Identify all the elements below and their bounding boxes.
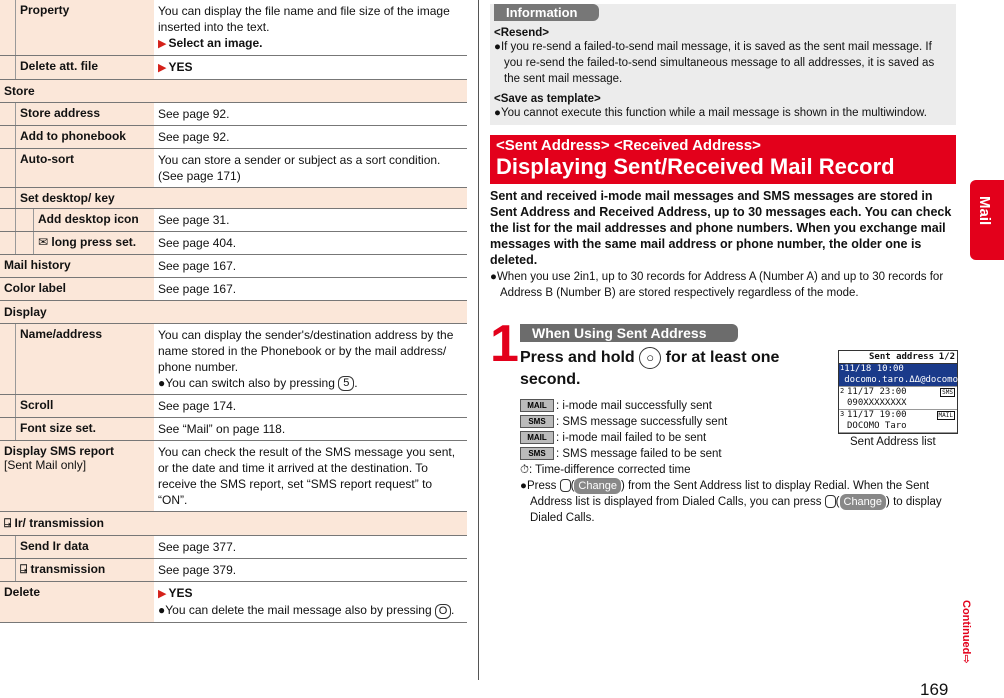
section-intro: Sent and received i-mode mail messages and SMS messages are stored in Sent Address and Received Address, up to 30 messages each. You can check the list for the mail addresses and phone numbers. When you exchange mail messages with the same mail address or phone number, the older one is deleted. [490, 189, 952, 267]
section-store: Store [0, 80, 467, 103]
desc-property: You can display the file name and file size of the image inserted into the text. ▶ Select an image. [154, 0, 467, 55]
row-delete-att: Delete att. file ▶ YES [0, 56, 467, 80]
row-name-address: Name/address You can display the sender's/destination address by the name stored in the Phonebook or by the mail address/ phone number. ●You can switch also by pressing 5 . [0, 324, 467, 395]
row-property [0, 0, 467, 56]
mail-failed-icon: MAIL [520, 431, 554, 444]
change-softkey: Change [840, 494, 887, 510]
information-box: Information <Resend> ●If you re-send a failed-to-send mail message, it is saved as the sent mail message. If you re-send the failed-to-send simultaneous message to all addresses, it is saved as the sent mail message. <Save as template> ●You cannot execute this function while a mail message is shown in the multiwindow. [490, 4, 956, 125]
key-5-icon: 5 [338, 376, 354, 391]
legend-item: ⏱: Time-difference corrected time [520, 464, 691, 476]
arrow-icon: ▶ [158, 588, 167, 601]
time-corrected-icon: ⏱ [520, 464, 529, 476]
row-add-desktop-icon: Add desktop icon See page 31. [0, 209, 467, 232]
sms-sent-icon: SMS [520, 415, 554, 428]
legend-item: MAIL : i-mode mail successfully sent [520, 398, 727, 414]
menu-key-icon [560, 479, 571, 492]
row-store-address: Store address See page 92. [0, 103, 467, 126]
section-title: Displaying Sent/Received Mail Record [496, 154, 895, 179]
row-color-label: Color label See page 167. [0, 278, 467, 301]
section-subtitle: <Sent Address> <Received Address> [496, 137, 761, 154]
mail-key-icon: ✉ [38, 235, 49, 249]
list-item[interactable]: 1 11/18 10:00 docomo.taro.ΔΔ@docomo. MAIL [840, 364, 980, 385]
arrow-icon: ▶ [158, 38, 167, 50]
row-display-sms: Display SMS report [Sent Mail only] You can check the result of the SMS message you sent, or the date and time it arrived at the destination. To receive the SMS report, set “SMS report request” to “ON”. [0, 441, 467, 512]
screen-caption: Sent Address list [850, 436, 936, 448]
menu-key-icon [825, 495, 836, 508]
column-divider [478, 0, 479, 680]
step-instruction: Press and hold ○ for at least one second. [520, 347, 805, 391]
row-set-desktop: Set desktop/ key [0, 188, 467, 209]
continued-marker: Continued⇨ [960, 600, 972, 664]
mail-icon: MAIL [965, 366, 980, 373]
arrow-icon: ▶ [158, 62, 167, 74]
mail-icon: MAIL [938, 412, 953, 419]
row-font-size: Font size set. See “Mail” on page 118. [0, 418, 467, 441]
row-transmission: ⍈ transmission See page 379. [0, 559, 467, 582]
list-item[interactable]: 3 11/17 19:00 DOCOMO Taro MAIL [839, 410, 957, 433]
right-column: Information <Resend> ●If you re-send a failed-to-send mail message, it is saved as the sent mail message. If you re-send the failed-to-send simultaneous message to all addresses, it is saved as the sent mail message. <Save as template> ●You cannot execute this function while a mail message is shown in the multiwindow. <Sent Address> <Received Address> Displaying Sent/Received Mail Record Sent and received i-mode mail messages and SMS messages are stored in Sent Address and Received Address, up to 30 messages each. You can check the list for the mail addresses and phone numbers. When you exchange mail messages with the same mail address or phone number, the older one is deleted. ●When you use 2in1, up to 30 records for Address A (Number A) and up to 30 records for Address B (Number B) are stored respectively regardless of the mode. 1 When Using Sent Address Press and hold ○ for at least one second. MAIL : i-mode mail successfully sent SMS : SMS message successfully sent MAIL : i-mode mail failed to be sent SMS : SMS message failed to be sent ⏱: Time-difference corrected time ●Press ( Change ) from the Sent Address list to display Redial. When the Sent Address list is displayed from Dialed Calls, you can press ( Change ) to display Dialed Calls. Sent address 1/2 1 11/18 10:00 docomo.taro.ΔΔ@docomo. MAIL 2 11/17 23:00 090XXXXXXXX SMS 3 11/17 19:00 DOCOMO Taro MAIL Sent Address list [490, 5, 980, 524]
phone-screen: Sent address 1/2 1 11/18 10:00 docomo.taro.ΔΔ@docomo. MAIL 2 11/17 23:00 090XXXXXXXX SMS 3 11/17 19:00 DOCOMO Taro MAIL [838, 350, 958, 434]
sms-failed-icon: SMS [520, 447, 554, 460]
sms-icon: SMS [942, 389, 953, 396]
row-scroll: Scroll See page 174. [0, 395, 467, 418]
label-delete-att: Delete att. file [16, 56, 154, 79]
row-mail-history: Mail history See page 167. [0, 255, 467, 278]
legend-item: SMS : SMS message failed to be sent [520, 446, 727, 462]
label-property: Property [16, 0, 154, 55]
information-tag: Information [494, 4, 599, 21]
legend-item: MAIL : i-mode mail failed to be sent [520, 430, 727, 446]
chapter-tab: Mail [970, 180, 1004, 260]
icon-legend [520, 398, 727, 478]
row-delete: Delete ▶ YES ●You can delete the mail message also by pressing O . [0, 582, 467, 622]
key-clear-icon: O [435, 604, 451, 619]
section-display: Display [0, 301, 467, 324]
section-title-bar [490, 135, 956, 184]
page-number: 169 [920, 680, 949, 698]
change-softkey: Change [574, 478, 621, 494]
mail-sent-icon: MAIL [520, 399, 554, 412]
function-table [0, 0, 467, 623]
row-send-ir: Send Ir data See page 377. [0, 536, 467, 559]
ir-icon: ⍈ [4, 516, 15, 531]
legend-item: SMS : SMS message successfully sent [520, 414, 727, 430]
section-ir: ⍈ Ir/ transmission [0, 512, 467, 536]
row-long-press: ✉ long press set. See page 404. [0, 232, 467, 255]
step-number: 1 [490, 315, 519, 373]
row-auto-sort: Auto-sort You can store a sender or subject as a sort condition. (See page 171) [0, 149, 467, 188]
step-note: ●Press ( Change ) from the Sent Address list to display Redial. When the Sent Address list is displayed from Dialed Calls, you can press ( Change ) to display Dialed Calls. [520, 480, 942, 524]
step-tag: When Using Sent Address [520, 324, 738, 342]
navigation-key-icon: ○ [639, 347, 661, 369]
row-add-to-phonebook: Add to phonebook See page 92. [0, 126, 467, 149]
ir-icon: ⍈ [20, 562, 28, 577]
list-item[interactable]: 2 11/17 23:00 090XXXXXXXX SMS [839, 387, 957, 410]
